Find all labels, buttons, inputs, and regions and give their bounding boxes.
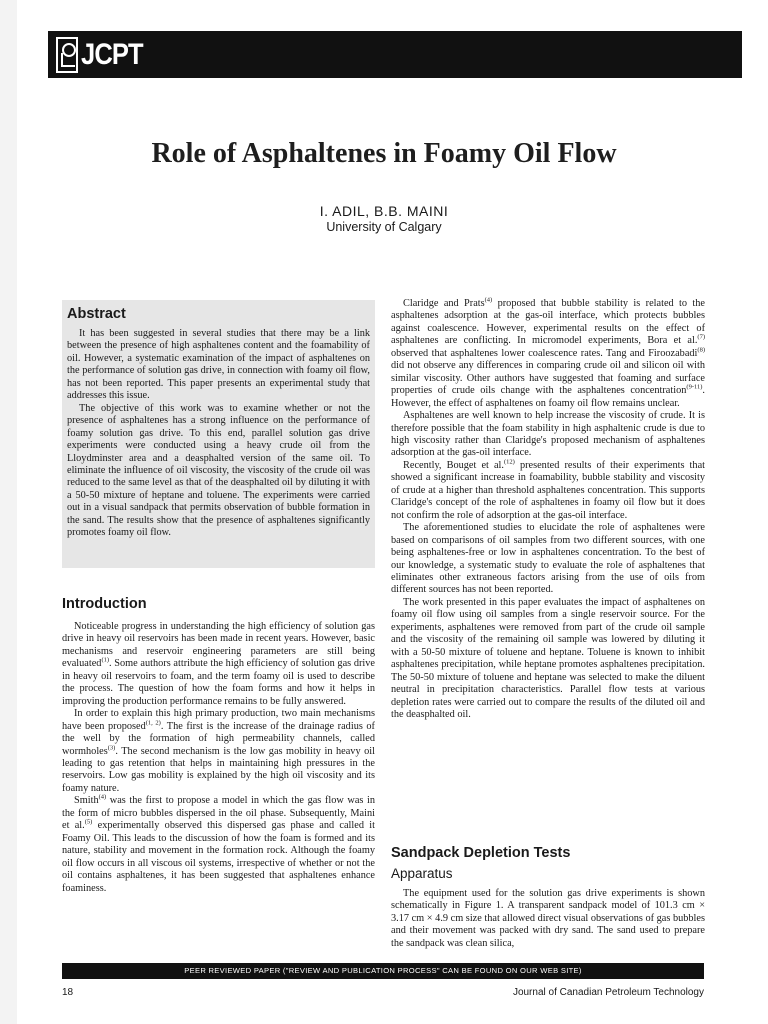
paper-affiliation: University of Calgary — [326, 220, 442, 234]
paper-title: Role of Asphaltenes in Foamy Oil Flow — [151, 138, 617, 169]
journal-header-bar — [48, 31, 742, 78]
journal-logo-icon — [56, 37, 78, 73]
journal-name: Journal of Canadian Petroleum Technology — [512, 987, 704, 998]
right-column-text — [391, 298, 705, 721]
body-paragraph: Asphaltenes are well known to help increase the viscosity of crude. It is therefore possible that the foam stability in high asphaltenic crude is due to high viscosity rather than Claridge's proposed mechanism of asphaltenes adsorption at the gas-oil interface. — [391, 410, 705, 459]
paper-authors: I. ADIL, B.B. MAINI — [319, 203, 449, 219]
journal-logo — [56, 34, 154, 75]
page-number: 18 — [62, 987, 74, 998]
peer-review-banner: PEER REVIEWED PAPER ("REVIEW AND PUBLICATION PROCESS" CAN BE FOUND ON OUR WEB SITE) — [62, 963, 704, 979]
apparatus-subheading: Apparatus — [391, 866, 453, 881]
body-paragraph: The work presented in this paper evaluates the impact of asphaltenes on foamy oil flow using oil samples from a single reservoir source. For the experiments, asphaltenes were removed from part of the crude oil sample and the viscosity of the remaining oil sample was lowered by diluting it with a 50-50 mixture of toluene and heptane. Toluene is known to inhibit asphaltenes precipitation, while heptane promotes asphaltenes precipitation. The 50-50 mixture of toluene and heptane was selected to make the diluent neutral in precipitation characteristics. Parallel flow tests at various depletion rates were carried out to compare the results of the diluted oil and the deasphalted oil. — [391, 596, 705, 720]
abstract-paragraph: It has been suggested in several studies that there may be a link between the presence of high asphaltenes content and the foamability of oil. However, a systematic examination of the impact of asphaltenes on the performance of solution gas drive, in connection with foamy oil flow, has not been reported. This paper presents an experimental study that addresses this issue. — [67, 328, 370, 402]
introduction-paragraph: Smith$^{(4)}$ was the first to propose a model in which the gas flow was in the form of micro bubbles dispersed in the oil phase. Subsequently, Maini et al.$^{(5)}$ experimentally observed this dispersed gas phase and called it Foamy Oil. This leads to the discussion of how the foam is formed and its nature, stability and movement in the formation rock. Although the foamy oil flow occurs in all viscous oil systems, irrespective of whether or not the oil contains asphaltenes, it has been suggested that asphaltenes enhance foaminess. — [62, 793, 375, 894]
introduction-paragraph: Noticeable progress in understanding the high efficiency of solution gas drive in heavy oil reservoirs has been made in recent years. However, basic mechanisms and reservoir engineering parameters are still being evaluated$^{(1)}$. Some authors attribute the high efficiency of solution gas drive in heavy oil reservoirs to foam, and the term foamy oil is used to describe the process. The question of how the foam forms and how it helps in improving the production performance remains to be fully answered. — [62, 621, 375, 707]
introduction-paragraph: In order to explain this high primary production, two main mechanisms have been proposed$^{(1, 2)}$. The first is the increase of the drainage radius of the well by the formation of high permeability channels, called wormholes$^{(3)}$. The second mechanism is the low gas mobility in heavy oil leading to gas retention that helps in maintaining high pressures in the reservoirs. Low gas mobility is explained by the high oil viscosity and its foamy nature. — [62, 708, 375, 794]
apparatus-paragraph: The equipment used for the solution gas drive experiments is shown schematically in Figure 1. A transparent sandpack model of 101.3 cm × 3.17 cm × 4.9 cm size that allowed direct visual observations of gas bubbles and their movement was packed with dry sand. The sand used to prepare the sandpack was clean silica, — [391, 888, 705, 949]
abstract-box — [62, 300, 375, 568]
body-paragraph: Recently, Bouget et al.$^{(12)}$ presented results of their experiments that showed a significant increase in foamability, bubble stability and viscosity of crude at a higher than threshold asphaltenes concentration. This supports Claridge's concept of the role of asphaltenes in foamy oil flow but it does not confirm the role of adsorption at the gas-oil interface. — [391, 458, 706, 521]
sandpack-section — [391, 845, 705, 950]
abstract-heading: Abstract — [67, 306, 126, 322]
sandpack-heading: Sandpack Depletion Tests — [391, 845, 571, 861]
body-paragraph: Claridge and Prats$^{(4)}$ proposed that bubble stability is related to the asphaltenes adsorption at the gas-oil interface, which protects bubbles against coalescence. However, experimental results on the effect of asphaltenes are conflicting. In micromodel experiments, Bora et al.$^{(7)}$ observed that asphaltenes lower coalescence rates. Tang and Firoozabadi$^{(8)}$ did not observe any differences in comparing crude oil and silicon oil with similar viscosity. Other authors have suggested that foaming and surface properties of crude oils change with the asphaltenes concentration$^{(9-11)}$. However, the effect of asphaltenes on foamy oil flow remains unclear. — [391, 296, 705, 409]
journal-logo-text: JCPT — [81, 37, 143, 71]
body-paragraph: The aforementioned studies to elucidate the role of asphaltenes were based on comparisons of oil samples from two different sources, with one being asphaltenes-free or low in asphaltenes concentration. To the best of our knowledge, a systematic study to evaluate the role of asphaltenes that eliminates other extraneous factors arising from the use of oils from different sources has not been reported. — [391, 522, 705, 596]
introduction-section — [62, 596, 375, 895]
introduction-heading: Introduction — [62, 596, 147, 612]
abstract-body — [67, 328, 370, 540]
abstract-paragraph: The objective of this work was to examine whether or not the presence of asphaltenes has a strong influence on the performance of foamy solution gas drive. To this end, parallel solution gas drive experiments were conducted using a heavy crude oil from the Lloydminster area and a deasphalted version of the same oil. To eliminate the influence of oil viscosity, the viscosity of the crude oil was reduced to the same level as that of the deasphalted oil by diluting it with a 50-50 mixture of heptane and toluene. The experiments were carried out in a visual sandpack that permits observation of bubble formation in the sand. The results show that the presence of asphaltenes significantly promotes foamy oil flow. — [67, 402, 370, 539]
